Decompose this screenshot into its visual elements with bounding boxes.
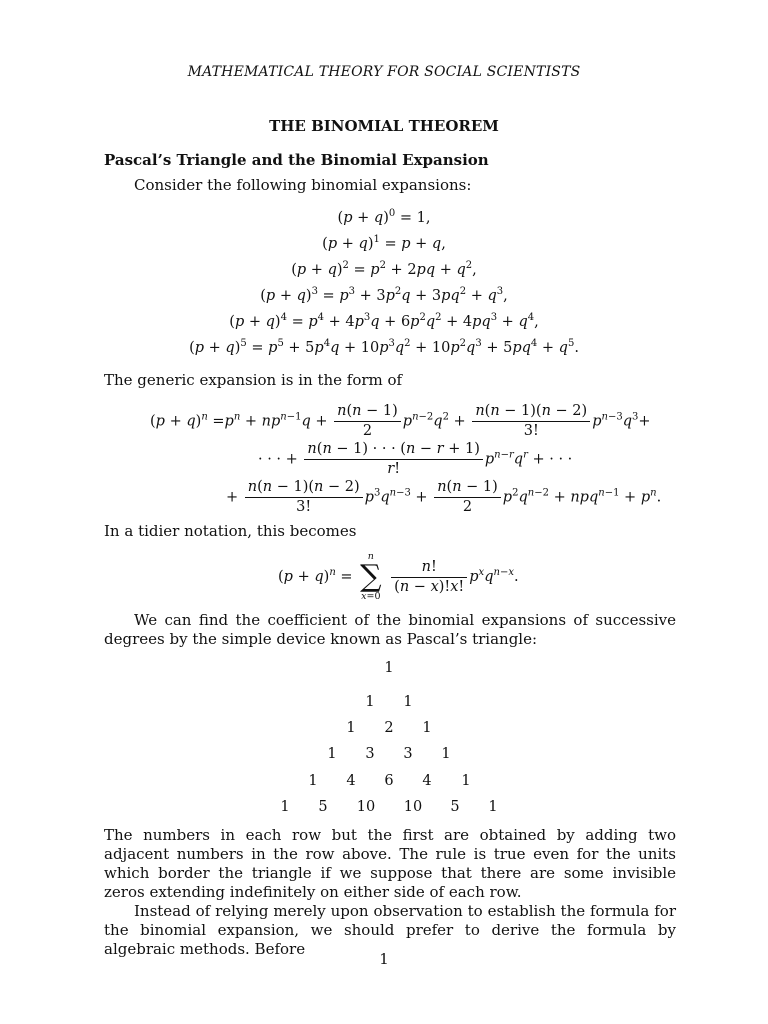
- pascal-cell: 3: [365, 746, 375, 762]
- expansion-n2: $(p + q)^2 = p^2 + 2pq + q^2$,: [291, 260, 477, 278]
- pascal-cell: 1: [327, 746, 337, 762]
- pascal-cell: 5: [450, 799, 460, 815]
- pascal-cell: 6: [384, 773, 394, 789]
- generic-expansion-line1: $(p + q)^n =p^n + np^{n-1}q$ + $\frac{n(n - 1)}{2}$ $p^{n-2}q^2$ + $\frac{n(n - 1)(n - 2)}{3!}$ $p^{n-3}q^3+$: [150, 403, 651, 439]
- pascal-cell: 10: [403, 799, 423, 815]
- expansion-n1: $(p + q)^1 = p + q$,: [322, 234, 446, 252]
- pascal-cell: 1: [384, 660, 394, 676]
- pascal-cell: 2: [384, 720, 394, 736]
- pascal-cell: 10: [356, 799, 376, 815]
- pascal-cell: 5: [318, 799, 328, 815]
- pascal-cell: 1: [346, 720, 356, 736]
- expansion-n3: $(p + q)^3 = p^3 + 3p^2q + 3pq^2 + q^3$,: [260, 286, 508, 304]
- pascal-cell: 1: [488, 799, 498, 815]
- expansion-n0: $(p + q)^0 = 1$,: [337, 208, 431, 226]
- section-heading: Pascal’s Triangle and the Binomial Expansion: [104, 151, 489, 169]
- pascal-cell: 1: [365, 694, 375, 710]
- pascal-cell: 1: [403, 694, 413, 710]
- pascal-cell: 1: [308, 773, 318, 789]
- pascal-cell: 1: [280, 799, 290, 815]
- pascal-intro-text: We can find the coefficient of the binomial expansions of successive degrees by the simple device known as Pascal’s triangle:: [104, 611, 676, 648]
- intro-text: Consider the following binomial expansions:: [134, 176, 472, 194]
- pascal-cell: 1: [422, 720, 432, 736]
- generic-expansion-line2: · · · + $\frac{n(n - 1) \cdot \cdot \cdot (n - r + 1)}{r!}$ $p^{n-r}q^r$ + · · ·: [258, 441, 573, 477]
- page-title: THE BINOMIAL THEOREM: [269, 117, 499, 135]
- tidier-intro-text: In a tidier notation, this becomes: [104, 522, 357, 540]
- expansion-n4: $(p + q)^4 = p^4 + 4p^3q + 6p^2q^2 + 4pq^3 + q^4$,: [229, 312, 539, 330]
- last-paragraph: Instead of relying merely upon observation to establish the formula for the binomial expansion, we should prefer to derive the formula by algebraic methods. Before: [104, 902, 676, 958]
- rule-paragraph: The numbers in each row but the first are obtained by adding two adjacent numbers in the row above. The rule is true even for the units which border the triangle if we suppose that there are some invisible zeros extending indefinitely on either side of each row.: [104, 826, 676, 901]
- pascal-cell: 4: [346, 773, 356, 789]
- expansion-n5: $(p + q)^5 = p^5 + 5p^4q + 10p^3q^2 + 10p^2q^3 + 5pq^4 + q^5$.: [189, 338, 579, 356]
- pascal-cell: 1: [461, 773, 471, 789]
- page-number: 1: [379, 950, 389, 968]
- running-head: MATHEMATICAL THEORY FOR SOCIAL SCIENTISTS: [187, 64, 581, 80]
- generic-expansion-line3: + $\frac{n(n - 1)(n - 2)}{3!}$ $p^3q^{n-3}$ + $\frac{n(n - 1)}{2}$ $p^2q^{n-2} + npq^{n-1} + p^n$.: [226, 479, 662, 515]
- generic-intro-text: The generic expansion is in the form of: [104, 371, 403, 389]
- sigma-formula: $(p + q)^n$ = n ∑ x=0 $\frac{n!}{(n - x)!x!}$ $p^xq^{n-x}$.: [278, 551, 519, 602]
- pascal-cell: 3: [403, 746, 413, 762]
- pascal-cell: 1: [441, 746, 451, 762]
- pascal-cell: 4: [422, 773, 432, 789]
